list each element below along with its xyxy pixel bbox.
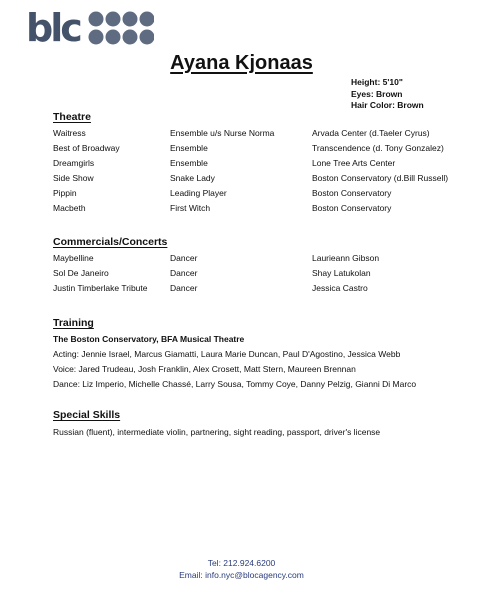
credit-director: Jessica Castro — [312, 283, 368, 293]
footer-phone: Tel: 212.924.6200 — [207, 558, 276, 568]
section-heading-training: Training — [53, 317, 94, 329]
credit-venue: Arvada Center (d.Taeler Cyrus) — [312, 128, 430, 138]
credit-row — [53, 172, 473, 184]
credit-role: Dancer — [170, 283, 198, 293]
credit-role: Snake Lady — [170, 173, 215, 183]
credit-venue: Transcendence (d. Tony Gonzalez) — [312, 143, 444, 153]
credit-role: Ensemble u/s Nurse Norma — [170, 128, 275, 138]
agency-logo — [26, 6, 80, 50]
training-school: The Boston Conservatory, BFA Musical Theatre — [53, 334, 245, 344]
logo-wordmark: blc — [26, 6, 80, 50]
credit-role: Leading Player — [170, 188, 227, 198]
credit-title: Maybelline — [53, 253, 94, 263]
credit-title: Pippin — [53, 188, 77, 198]
stat-eyes: Eyes: Brown — [351, 88, 403, 99]
credit-venue: Boston Conservatory (d.Bill Russell) — [312, 173, 449, 183]
training-acting: Acting: Jennie Israel, Marcus Giamatti, Laura Marie Duncan, Paul D'Agostino, Jessica Webb — [53, 349, 401, 359]
logo-dots-icon — [88, 11, 154, 45]
credit-title: Justin Timberlake Tribute — [53, 283, 148, 293]
stat-height: Height: 5'10" — [351, 77, 403, 87]
section-heading-commercials: Commercials/Concerts — [53, 236, 168, 248]
credit-role: Dancer — [170, 268, 198, 278]
credit-title: Side Show — [53, 173, 94, 183]
skills-list: Russian (fluent), intermediate violin, partnering, sight reading, passport, driver's license — [53, 427, 381, 437]
credit-role: First Witch — [170, 203, 211, 213]
credit-title: Sol De Janeiro — [53, 268, 109, 278]
credit-title: Waitress — [53, 128, 86, 138]
actor-name: Ayana Kjonaas — [170, 52, 313, 74]
credit-row — [53, 127, 473, 139]
credit-row — [53, 282, 473, 294]
credit-role: Dancer — [170, 253, 198, 263]
credit-row — [53, 157, 473, 169]
credit-venue: Lone Tree Arts Center — [312, 158, 396, 168]
credit-role: Ensemble — [170, 158, 208, 168]
credit-venue: Boston Conservatory — [312, 203, 392, 213]
credit-row — [53, 252, 473, 264]
credit-title: Macbeth — [53, 203, 86, 213]
credit-title: Best of Broadway — [53, 143, 120, 153]
credit-director: Shay Latukolan — [312, 268, 371, 278]
credit-title: Dreamgirls — [53, 158, 95, 168]
section-heading-theatre: Theatre — [53, 111, 91, 123]
credit-role: Ensemble — [170, 143, 208, 153]
credit-row — [53, 202, 473, 214]
training-voice: Voice: Jared Trudeau, Josh Franklin, Alex Crosett, Matt Stern, Maureen Brennan — [53, 364, 356, 374]
credit-row — [53, 267, 473, 279]
stat-hair: Hair Color: Brown — [351, 100, 424, 110]
credit-row — [53, 142, 473, 154]
credit-venue: Boston Conservatory — [312, 188, 392, 198]
footer-email[interactable]: Email: info.nyc@blocagency.com — [179, 570, 304, 580]
credit-director: Laurieann Gibson — [312, 253, 380, 263]
section-heading-skills: Special Skills — [53, 409, 121, 421]
physical-stats — [351, 77, 424, 112]
training-dance: Dance: Liz Imperio, Michelle Chassé, Larry Sousa, Tommy Coye, Danny Pelzig, Gianni Di Marco — [53, 379, 417, 389]
credit-row — [53, 187, 473, 199]
